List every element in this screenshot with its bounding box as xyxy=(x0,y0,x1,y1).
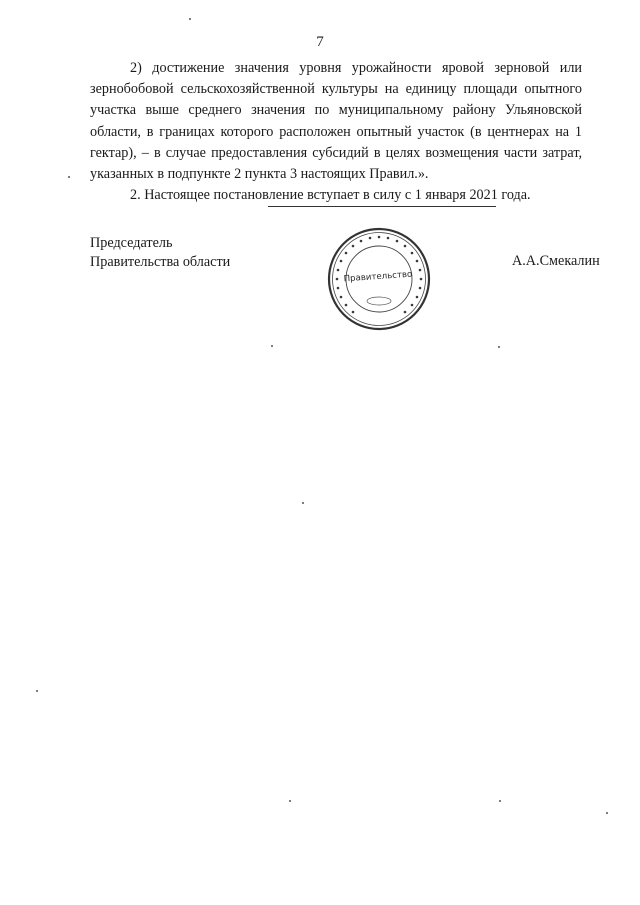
signer-title xyxy=(90,234,230,272)
scan-speck xyxy=(271,345,273,347)
scan-speck xyxy=(302,502,304,504)
scan-speck xyxy=(499,800,501,802)
paragraph-effective-date: 2. Настоящее постановление вступает в силу с 1 января 2021 года. xyxy=(130,187,531,204)
paragraph-subitem-2: 2) достижение значения уровня урожайности яровой зерновой или зернобобовой сельскохозяйственной культуры на единицу площади опытного участка выше среднего значения по муниципальному району Ульяновской области, в границах которого расположен опытный участок (в центнерах на 1 гектар), – в случае предоставления субсидий в целях возмещения части затрат, указанных в подпункте 2 пункта 3 настоящих Правил.». xyxy=(90,60,582,183)
scan-speck xyxy=(36,690,38,692)
seal-center-text: Правительство xyxy=(343,269,413,285)
page-number: 7 xyxy=(316,34,324,50)
signer-title-line-1: Председатель xyxy=(90,235,173,251)
signer-title-line-2: Правительства области xyxy=(90,254,231,270)
section-divider xyxy=(268,206,496,207)
signer-name: А.А.Смекалин xyxy=(512,253,600,269)
scan-speck xyxy=(68,176,70,178)
scan-speck xyxy=(289,800,291,802)
scan-speck xyxy=(189,18,191,20)
scan-speck xyxy=(606,812,608,814)
scan-speck xyxy=(498,346,500,348)
document-body xyxy=(90,58,582,206)
